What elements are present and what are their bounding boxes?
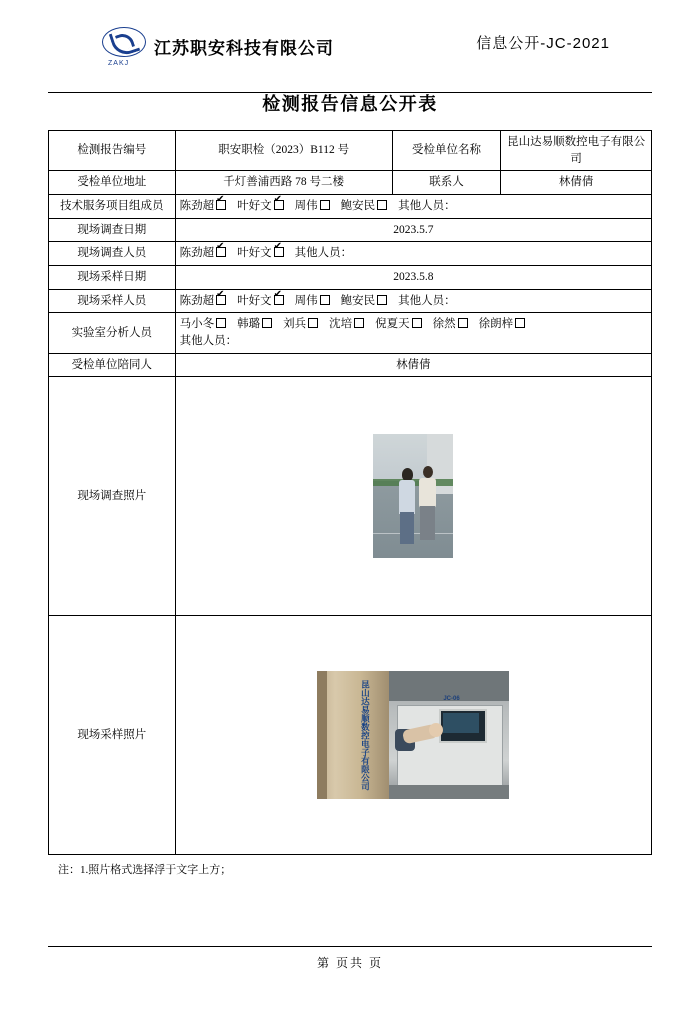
person-checkbox-item[interactable] bbox=[375, 318, 423, 330]
checkbox-icon[interactable] bbox=[458, 318, 468, 328]
company-logo bbox=[100, 26, 334, 66]
checkbox-icon[interactable] bbox=[320, 200, 330, 210]
sampling-photo-cell bbox=[175, 616, 651, 855]
sampling-photo-machine bbox=[389, 671, 509, 799]
person-name: 周伟 bbox=[294, 200, 318, 213]
checkbox-icon[interactable] bbox=[354, 318, 364, 328]
table-row bbox=[49, 313, 652, 353]
table-row bbox=[49, 171, 652, 195]
person-checkbox-item[interactable] bbox=[237, 295, 285, 307]
team-label: 技术服务项目组成员 bbox=[49, 195, 176, 219]
checkbox-icon[interactable] bbox=[216, 318, 226, 328]
document-header bbox=[48, 22, 652, 70]
person-checkbox-item[interactable] bbox=[180, 318, 228, 330]
table-row bbox=[49, 266, 652, 290]
person-name: 陈劲超 bbox=[179, 200, 215, 213]
logo-text: ZAKJ bbox=[108, 60, 130, 67]
lab-staff-label: 实验室分析人员 bbox=[49, 313, 176, 353]
logo-icon bbox=[100, 26, 146, 66]
sampling-staff-cell bbox=[175, 289, 651, 313]
company-name: 江苏职安科技有限公司 bbox=[154, 38, 334, 58]
sampling-date-label: 现场采样日期 bbox=[49, 266, 176, 290]
client-value: 昆山达易顺数控电子有限公司 bbox=[501, 131, 652, 171]
survey-photo-cell bbox=[175, 377, 651, 616]
person-checkbox-item[interactable] bbox=[283, 318, 319, 330]
person-name: 韩璐 bbox=[237, 318, 261, 331]
table-row bbox=[49, 218, 652, 242]
table-row bbox=[49, 242, 652, 266]
person-checkbox-item[interactable] bbox=[295, 200, 331, 212]
table-note: 注：1.照片格式选择浮于文字上方； bbox=[58, 864, 232, 877]
person-checkbox-item[interactable] bbox=[479, 318, 527, 330]
report-no-label: 检测报告编号 bbox=[49, 131, 176, 171]
checkbox-icon[interactable] bbox=[412, 318, 422, 328]
person-checkbox-item[interactable] bbox=[295, 295, 331, 307]
address-value: 千灯善浦西路 78 号二楼 bbox=[175, 171, 392, 195]
checkbox-icon[interactable] bbox=[377, 200, 387, 210]
person-checkbox-item[interactable] bbox=[237, 318, 273, 330]
person-name: 叶好文 bbox=[237, 247, 272, 260]
table-row-sampling-photo bbox=[49, 616, 652, 855]
lab-others-label: 其他人员： bbox=[179, 335, 238, 348]
team-members-cell bbox=[175, 195, 651, 219]
sampling-staff-label: 现场采样人员 bbox=[49, 289, 176, 313]
survey-date-label: 现场调查日期 bbox=[49, 218, 176, 242]
person-name: 刘兵 bbox=[283, 318, 307, 331]
checkbox-icon[interactable] bbox=[274, 295, 284, 305]
checkbox-icon[interactable] bbox=[216, 295, 226, 305]
page-title: 检测报告信息公开表 bbox=[262, 94, 438, 114]
table-row bbox=[49, 289, 652, 313]
report-no-value: 职安职检（2023）B112 号 bbox=[175, 131, 392, 171]
client-label: 受检单位名称 bbox=[392, 131, 501, 171]
person-name: 周伟 bbox=[294, 294, 318, 307]
survey-date-value: 2023.5.7 bbox=[175, 218, 651, 242]
person-name: 徐朗梓 bbox=[478, 318, 514, 331]
survey-photo bbox=[373, 434, 453, 558]
machine-label: JC-06 bbox=[443, 696, 460, 703]
checkbox-icon[interactable] bbox=[515, 318, 525, 328]
person-name: 倪夏天 bbox=[375, 318, 410, 331]
header-divider bbox=[48, 92, 652, 93]
person-checkbox-item[interactable] bbox=[237, 200, 285, 212]
person-checkbox-item[interactable] bbox=[341, 295, 389, 307]
others-label: 其他人员： bbox=[398, 294, 456, 307]
person-name: 叶好文 bbox=[237, 200, 272, 213]
escort-label: 受检单位陪同人 bbox=[49, 353, 176, 377]
person-name: 马小冬 bbox=[179, 318, 215, 331]
checkbox-icon[interactable] bbox=[274, 200, 284, 210]
person-name: 陈劲超 bbox=[179, 294, 215, 307]
survey-staff-cell bbox=[175, 242, 651, 266]
others-label: 其他人员： bbox=[398, 200, 456, 213]
person-name: 叶好文 bbox=[237, 294, 272, 307]
sign-text: 昆山达易顺数控电子有限公司 bbox=[360, 680, 371, 791]
person-checkbox-item[interactable] bbox=[341, 200, 389, 212]
address-label: 受检单位地址 bbox=[49, 171, 176, 195]
sampling-photo-sign bbox=[317, 671, 389, 799]
lab-staff-cell bbox=[175, 313, 651, 353]
contact-value: 林倩倩 bbox=[501, 171, 652, 195]
table-row bbox=[49, 131, 652, 171]
escort-value: 林倩倩 bbox=[175, 353, 651, 377]
checkbox-icon[interactable] bbox=[308, 318, 318, 328]
person-checkbox-item[interactable] bbox=[329, 318, 365, 330]
person-checkbox-item[interactable] bbox=[180, 295, 228, 307]
document-page bbox=[0, 22, 700, 1011]
person-checkbox-item[interactable] bbox=[433, 318, 469, 330]
person-name: 沈培 bbox=[329, 318, 353, 331]
others-label: 其他人员： bbox=[294, 247, 353, 260]
person-name: 陈劲超 bbox=[179, 247, 215, 260]
document-code: 信息公开-JC-2021 bbox=[476, 35, 610, 52]
survey-photo-label: 现场调查照片 bbox=[49, 377, 176, 616]
survey-staff-label: 现场调查人员 bbox=[49, 242, 176, 266]
checkbox-icon[interactable] bbox=[216, 247, 226, 257]
info-table bbox=[48, 130, 652, 855]
person-checkbox-item[interactable] bbox=[237, 247, 285, 259]
checkbox-icon[interactable] bbox=[216, 200, 226, 210]
person-name: 徐然 bbox=[432, 318, 456, 331]
sampling-date-value: 2023.5.8 bbox=[175, 266, 651, 290]
sampling-photo-label: 现场采样照片 bbox=[49, 616, 176, 855]
contact-label: 联系人 bbox=[392, 171, 501, 195]
checkbox-icon[interactable] bbox=[274, 247, 284, 257]
checkbox-icon[interactable] bbox=[320, 295, 330, 305]
page-footer: 第 页共 页 bbox=[316, 956, 383, 970]
sampling-photos bbox=[317, 671, 509, 799]
checkbox-icon[interactable] bbox=[377, 295, 387, 305]
person-name: 鲍安民 bbox=[340, 294, 376, 307]
checkbox-icon[interactable] bbox=[262, 318, 272, 328]
table-row bbox=[49, 353, 652, 377]
table-row bbox=[49, 195, 652, 219]
person-checkbox-item[interactable] bbox=[180, 200, 228, 212]
table-row-survey-photo bbox=[49, 377, 652, 616]
person-name: 鲍安民 bbox=[340, 200, 376, 213]
person-checkbox-item[interactable] bbox=[180, 247, 228, 259]
footer-divider bbox=[48, 946, 652, 947]
